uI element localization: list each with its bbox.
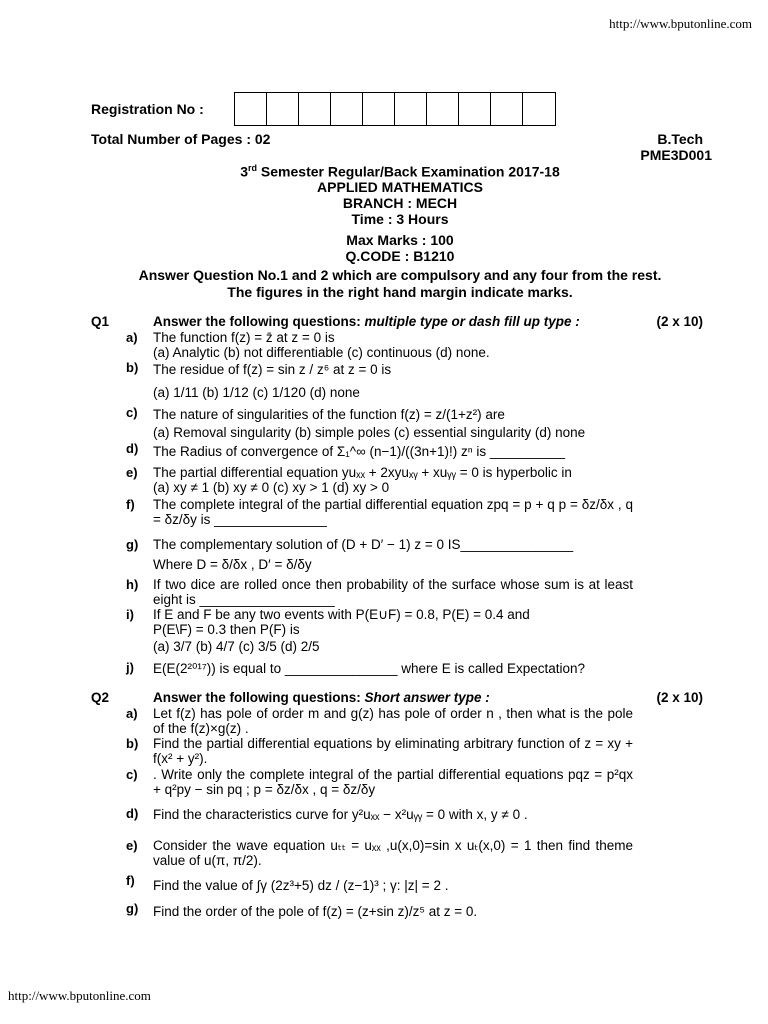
q1-item-label: b) xyxy=(126,360,139,375)
q2-heading-type: Short answer type : xyxy=(364,690,490,705)
paper-code: PME3D001 xyxy=(640,147,712,163)
q2-item-b: Find the partial differential equations by eliminating arbitrary function of z = xy + f(x² + y²). xyxy=(153,736,633,766)
q2-item-g: Find the order of the pole of f(z) = (z+sin z)/z⁵ at z = 0. xyxy=(153,904,478,919)
degree: B.Tech xyxy=(657,131,703,147)
q1-item-a-question: The function f(z) = z̄ at z = 0 is xyxy=(153,330,335,345)
registration-box xyxy=(331,93,363,125)
q1-item-g-question: The complementary solution of (D + D′ − 1) z = 0 IS_______________ xyxy=(153,537,574,552)
q1-item-label: h) xyxy=(126,577,139,592)
q1-item-a-options: (a) Analytic (b) not differentiable (c) continuous (d) none. xyxy=(153,345,490,360)
semester-line xyxy=(0,163,768,180)
q1-item-c xyxy=(153,407,633,440)
q1-item-c-options: (a) Removal singularity (b) simple poles (c) essential singularity (d) none xyxy=(153,425,586,440)
registration-box xyxy=(427,93,459,125)
q1-item-g xyxy=(153,537,633,572)
registration-box xyxy=(491,93,523,125)
registration-boxes xyxy=(234,92,556,126)
q2-item-label: f) xyxy=(126,873,135,888)
q1-number: Q1 xyxy=(91,314,110,329)
q2-heading-text: Answer the following questions: xyxy=(153,690,365,705)
semester-number: 3 xyxy=(240,163,249,180)
q1-item-label: e) xyxy=(126,465,138,480)
subject-title: APPLIED MATHEMATICS xyxy=(317,179,483,195)
instruction-2: The figures in the right hand margin indicate marks. xyxy=(227,284,573,300)
q2-number: Q2 xyxy=(91,690,110,705)
registration-field xyxy=(91,92,556,126)
q2-item-c: . Write only the complete integral of the partial differential equations pqz = p²qx + q²py − sin pq ; p = δz/δx , q = δz/δy xyxy=(153,767,633,797)
registration-box xyxy=(459,93,491,125)
q2-item-label: g) xyxy=(126,901,139,916)
q1-item-i-question-cont: P(E\F) = 0.3 then P(F) is xyxy=(153,622,300,637)
q1-item-e-options: (a) xy ≠ 1 (b) xy ≠ 0 (c) xy > 1 (d) xy > 0 xyxy=(153,480,390,495)
q1-item-i-question: If E and F be any two events with P(E∪F) = 0.8, P(E) = 0.4 and xyxy=(153,607,530,622)
registration-box xyxy=(299,93,331,125)
q1-item-a xyxy=(153,330,633,360)
q2-marks: (2 x 10) xyxy=(656,690,703,705)
q1-item-e xyxy=(153,465,633,495)
q1-marks: (2 x 10) xyxy=(656,314,703,329)
q2-item-label: e) xyxy=(126,838,138,853)
q1-item-e-question: The partial differential equation yuₓₓ + 2xyuₓᵧ + xuᵧᵧ = 0 is hyperbolic in xyxy=(153,465,572,480)
q2-item-label: b) xyxy=(126,736,139,751)
q1-item-b-options: (a) 1/11 (b) 1/12 (c) 1/120 (d) none xyxy=(153,385,360,400)
q2-item-label: c) xyxy=(126,767,138,782)
q2-item-a: Let f(z) has pole of order m and g(z) has pole of order n , then what is the pole of the f(z)×g(z) . xyxy=(153,706,633,736)
q1-item-b-question: The residue of f(z) = sin z / z⁶ at z = 0 is xyxy=(153,362,392,377)
registration-box xyxy=(395,93,427,125)
q1-item-c-question: The nature of singularities of the function f(z) = z/(1+z²) are xyxy=(153,407,505,422)
semester-text: Semester Regular/Back Examination 2017-18 xyxy=(257,163,560,180)
q1-item-label: j) xyxy=(126,660,134,675)
q1-item-label: d) xyxy=(126,441,139,456)
q2-item-label: a) xyxy=(126,706,138,721)
q1-item-f: The complete integral of the partial differential equation zpq = p + q p = δz/δx , q = δz/δy is _______________ xyxy=(153,497,633,527)
q2-heading xyxy=(153,690,490,705)
q1-item-i xyxy=(153,607,633,654)
qcode: Q.CODE : B1210 xyxy=(345,248,455,264)
q1-item-d: The Radius of convergence of Σ₁^∞ (n−1)/((3n+1)!) zⁿ is __________ xyxy=(153,444,566,459)
semester-ordinal: rd xyxy=(248,163,258,173)
q2-item-e: Consider the wave equation uₜₜ = uₓₓ ,u(x,0)=sin x uₜ(x,0) = 1 then find theme value of u(π, π/2). xyxy=(153,838,633,868)
source-url-bottom[interactable]: http://www.bputonline.com xyxy=(8,988,151,1003)
registration-box xyxy=(267,93,299,125)
instruction-1: Answer Question No.1 and 2 which are compulsory and any four from the rest. xyxy=(138,267,662,283)
q1-item-label: i) xyxy=(126,607,134,622)
q1-item-b xyxy=(153,362,633,400)
q2-item-f: Find the value of ∫γ (2z³+5) dz / (z−1)³ ; γ: |z| = 2 . xyxy=(153,878,449,893)
q1-item-g-where: Where D = δ/δx , D′ = δ/δy xyxy=(153,557,312,572)
registration-box xyxy=(235,93,267,125)
q1-item-label: a) xyxy=(126,330,138,345)
q2-item-label: d) xyxy=(126,806,139,821)
registration-box xyxy=(523,93,555,125)
max-marks: Max Marks : 100 xyxy=(346,232,454,248)
q1-item-label: c) xyxy=(126,405,138,420)
q1-heading xyxy=(153,314,580,329)
q1-heading-text: Answer the following questions: xyxy=(153,314,365,329)
q1-item-h: If two dice are rolled once then probability of the surface whose sum is at least eight is __________________ xyxy=(153,577,633,607)
registration-label: Registration No : xyxy=(91,101,204,117)
q1-item-j: E(E(2²⁰¹⁷)) is equal to _______________ where E is called Expectation? xyxy=(153,661,586,676)
total-pages: Total Number of Pages : 02 xyxy=(91,131,271,147)
q1-heading-type: multiple type or dash fill up type : xyxy=(364,314,580,329)
time: Time : 3 Hours xyxy=(351,211,449,227)
q1-item-label: f) xyxy=(126,497,135,512)
q1-item-i-options: (a) 3/7 (b) 4/7 (c) 3/5 (d) 2/5 xyxy=(153,639,320,654)
branch: BRANCH : MECH xyxy=(342,195,458,211)
registration-box xyxy=(363,93,395,125)
source-url-top[interactable]: http://www.bputonline.com xyxy=(609,16,752,31)
q2-item-d: Find the characteristics curve for y²uₓₓ − x²uᵧᵧ = 0 with x, y ≠ 0 . xyxy=(153,807,528,822)
q1-item-label: g) xyxy=(126,537,139,552)
